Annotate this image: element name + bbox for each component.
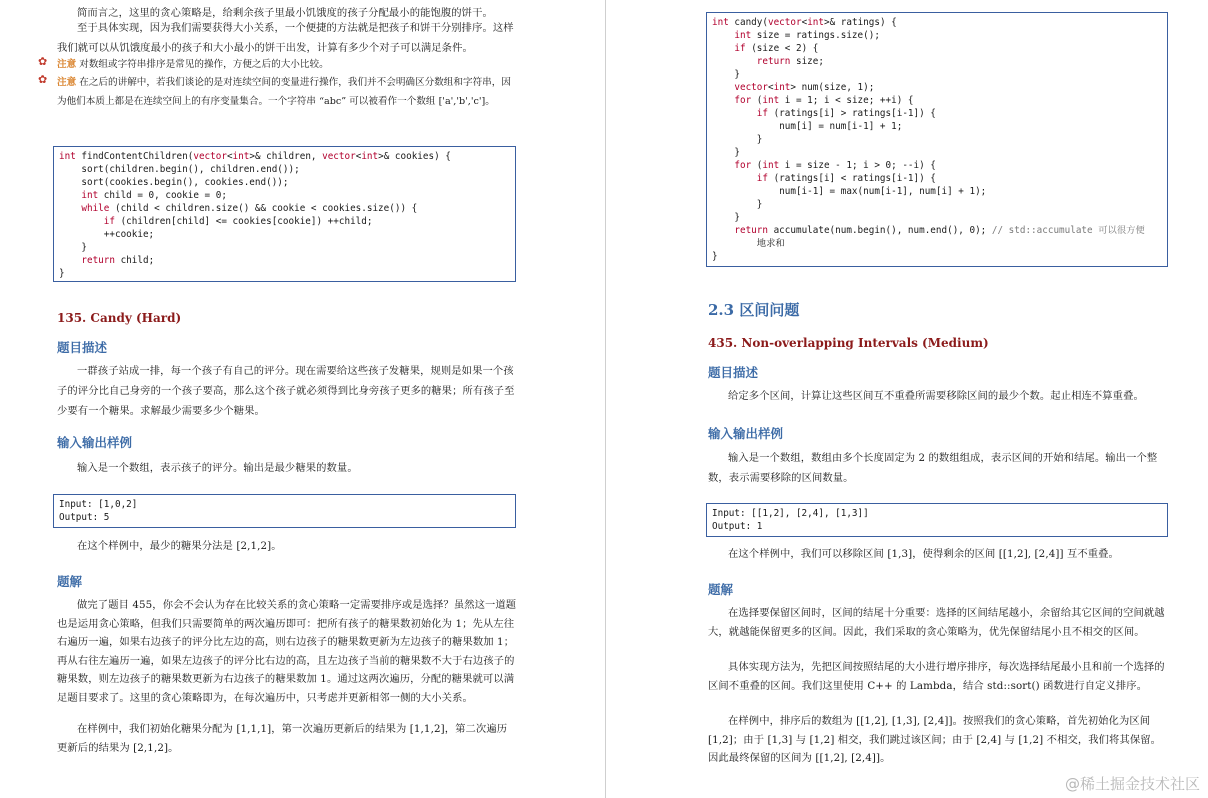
code-line: int child = 0, cookie = 0; [81,190,227,201]
code-line: num[i-1] = max(num[i-1], num[i] + 1); [712,186,987,197]
code-line: } [712,134,763,145]
note-array-string [57,73,517,111]
chapter-title: 2.3 区间问题 [708,301,800,319]
code-line: if (ratings[i] < ratings[i-1]) { [756,173,936,184]
code-text [59,150,515,280]
description-heading: 题目描述 [57,340,108,355]
solution-paragraph-3: 在样例中，排序后的数组为 [[1,2], [1,3], [2,4]]。按照我们的贪心策略，首先初始化为区间 [1,2]；由于 [1,3] 与 [1,2] 相交，我们跳过该区间；由于 [2,4] 与 [1,2] 不相交，我们将其保留。因此最终保留的区间为 [[1,2], [2,4]]。 [708,715,1162,764]
solution-paragraph-1: 在选择要保留区间时，区间的结尾十分重要：选择的区间结尾越小，余留给其它区间的空间就越大，就越能保留更多的区间。因此，我们采取的贪心策略为，优先保留结尾小且不相交的区间。 [708,607,1165,638]
solution-heading: 题解 [708,582,734,597]
io-text: 输入是一个数组，表示孩子的评分。输出是最少糖果的数量。 [77,462,358,474]
code-line: } [712,69,740,80]
note-tag: 注意 [57,77,77,88]
watermark: @稀土掘金技术社区 [1064,775,1200,793]
description-text: 一群孩子站成一排，每一个孩子有自己的评分。现在需要给这些孩子发糖果，规则是如果一个孩子的评分比自己身旁的一个孩子要高，那么这个孩子就必须得到比身旁孩子更多的糖果；所有孩子至少要有一个糖果。求解最少需要多少个糖果。 [57,365,515,417]
note-icon: ✿ [38,55,48,68]
intro-paragraph: 简而言之，这里的贪心策略是，给剩余孩子里最小饥饿度的孩子分配最小的能饱腹的饼干。 [77,7,493,19]
sample-input: Input: [1,0,2] [59,499,138,510]
code-line: return size; [756,56,824,67]
note-text: 对数组或字符串排序是常见的操作，方便之后的大小比较。 [79,59,329,70]
code-line: for (int i = 1; i < size; ++i) { [734,95,914,106]
io-text: 输入是一个数组，数组由多个长度固定为 2 的数组组成，表示区间的开始和结尾。输出一个整数，表示需要移除的区间数量。 [708,452,1158,484]
description-text: 给定多个区间，计算让这些区间互不重叠所需要移除区间的最少个数。起止相连不算重叠。 [728,390,1144,402]
code-line: sort(cookies.begin(), cookies.end()); [59,177,289,188]
solution-paragraph-2: 在样例中，我们初始化糖果分配为 [1,1,1]，第一次遍历更新后的结果为 [1,1,2]，第二次遍历更新后的结果为 [2,1,2]。 [57,723,508,754]
code-line: ++cookie; [59,229,155,240]
description-heading: 题目描述 [708,365,759,380]
sample-output: Output: 5 [59,512,110,523]
code-line: if (ratings[i] > ratings[i-1]) { [756,108,936,119]
solution-paragraph-1: 做完了题目 455，你会不会认为存在比较关系的贪心策略一定需要排序或是选择？虽然这一道题也是运用贪心策略，但我们只需要简单的两次遍历即可：把所有孩子的糖果数初始化为 1；先从左往右遍历一遍，如果右边孩子的评分比左边的高，则右边孩子的糖果数更新为左边孩子的糖果数加 1；再从右往左遍历一遍，如果左边孩子的评分比右边的高，且左边孩子当前的糖果数不大于右边孩子的糖果数，则左边孩子的糖果数更新为右边孩子的糖果数加 1。通过这两次遍历，分配的糖果就可以满足题目要求了。这里的贪心策略即为，在每次遍历中，只考虑并更新相邻一侧的大小关系。 [57,599,517,704]
code-line: sort(children.begin(), children.end()); [59,164,300,175]
impl-paragraph: 至于具体实现，因为我们需要获得大小关系，一个便捷的方法就是把孩子和饼干分别排序。这样我们就可以从饥饿度最小的孩子和大小最小的饼干出发，计算有多少个对子可以满足条件。 [57,22,514,54]
code-line: return child; [81,255,155,266]
io-heading: 输入输出样例 [708,426,784,441]
io-heading: 输入输出样例 [57,435,133,450]
code-text [712,16,1167,263]
code-line: int candy(vector<int>& ratings) { [712,17,897,28]
right-page [607,0,1208,798]
solution-paragraph-2: 具体实现方法为，先把区间按照结尾的大小进行增序排序，每次选择结尾最小且和前一个选择的区间不重叠的区间。我们这里使用 C++ 的 Lambda，结合 std::sort() 函数进行自定义排序。 [708,661,1165,692]
code-line: num[i] = num[i-1] + 1; [712,121,903,132]
note-sort [57,56,517,73]
sample-io-box [53,494,516,528]
code-line: 地求和 [712,238,785,249]
sample-explanation: 在这个样例中，我们可以移除区间 [1,3]，使得剩余的区间 [[1,2], [2,4]] 互不重叠。 [728,548,1119,560]
code-block-find-content-children [53,146,516,282]
code-block-candy [706,12,1168,267]
code-line: } [59,268,65,279]
code-line: } [59,242,87,253]
sample-io-box [706,503,1168,537]
code-line: } [712,251,718,262]
code-line: } [712,147,740,158]
problem-title: 435. Non-overlapping Intervals (Medium) [708,336,989,350]
solution-heading: 题解 [57,574,83,589]
code-line: if (children[child] <= cookies[cookie]) ++child; [103,216,373,227]
code-line: } [712,199,763,210]
code-line: for (int i = size - 1; i > 0; --i) { [734,160,936,171]
code-line: } [712,212,740,223]
problem-title: 135. Candy (Hard) [57,311,182,325]
note-tag: 注意 [57,59,77,70]
code-line: while (child < children.size() && cookie < cookies.size()) { [81,203,418,214]
note-icon: ✿ [38,73,48,86]
page-divider [605,0,606,798]
sample-input: Input: [[1,2], [2,4], [1,3]] [712,508,869,519]
sample-explanation: 在这个样例中，最少的糖果分法是 [2,1,2]。 [77,540,282,552]
code-line: int size = ratings.size(); [734,30,880,41]
code-line: int findContentChildren(vector<int>& children, vector<int>& cookies) { [59,151,451,162]
code-line: return accumulate(num.begin(), num.end(), 0); // std::accumulate 可以很方便 [734,225,1145,236]
code-line: if (size < 2) { [734,43,819,54]
code-line: vector<int> num(size, 1); [734,82,875,93]
sample-output: Output: 1 [712,521,763,532]
note-text: 在之后的讲解中，若我们谈论的是对连续空间的变量进行操作，我们并不会明确区分数组和字符串，因为他们本质上都是在连续空间上的有序变量集合。一个字符串 “abc” 可以被看作一个数组 ['a','b','c']。 [57,77,511,107]
